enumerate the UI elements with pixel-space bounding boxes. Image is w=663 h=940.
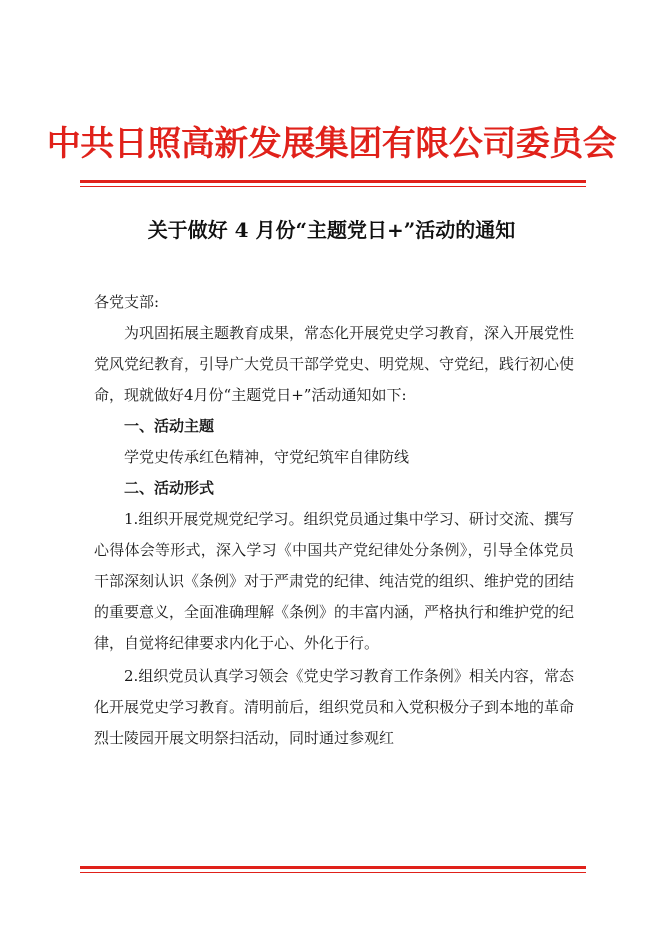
header-divider-thick [80,180,586,183]
notice-body [94,287,574,754]
format-paragraph-1: 1.组织开展党规党纪学习。组织党员通过集中学习、研讨交流、撰写心得体会等形式，深入学习《中国共产党纪律处分条例》，引导全体党员干部深刻认识《条例》对于严肃党的纪律、纯洁党的组织、维护党的团结的重要意义，全面准确理解《条例》的丰富内涵，严格执行和维护党的纪律，自觉将纪律要求内化于心、外化于行。 [94,510,575,652]
format-paragraph-2: 2.组织党员认真学习领会《党史学习教育工作条例》相关内容，常态化开展党史学习教育。清明前后，组织党员和入党积极分子到本地的革命烈士陵园开展文明祭扫活动，同时通过参观红 [94,667,575,747]
section-heading-format: 二、活动形式 [124,479,215,497]
salutation: 各党支部: [94,293,160,311]
footer-divider-thin [80,872,586,873]
footer-divider-thick [80,866,586,869]
section-heading-theme: 一、活动主题 [124,417,215,435]
header-divider-thin [80,186,586,187]
intro-paragraph: 为巩固拓展主题教育成果，常态化开展党史学习教育，深入开展党性党风党纪教育，引导广大党员干部学党史、明党规、守党纪，践行初心使命，现就做好4月份“主题党日+”活动通知如下: [94,324,575,404]
issuing-organization-header: 中共日照高新发展集团有限公司委员会 [46,124,617,164]
theme-paragraph: 学党史传承红色精神，守党纪筑牢自律防线 [124,448,410,466]
notice-title: 关于做好 4 月份“主题党日+”活动的通知 [147,218,516,242]
